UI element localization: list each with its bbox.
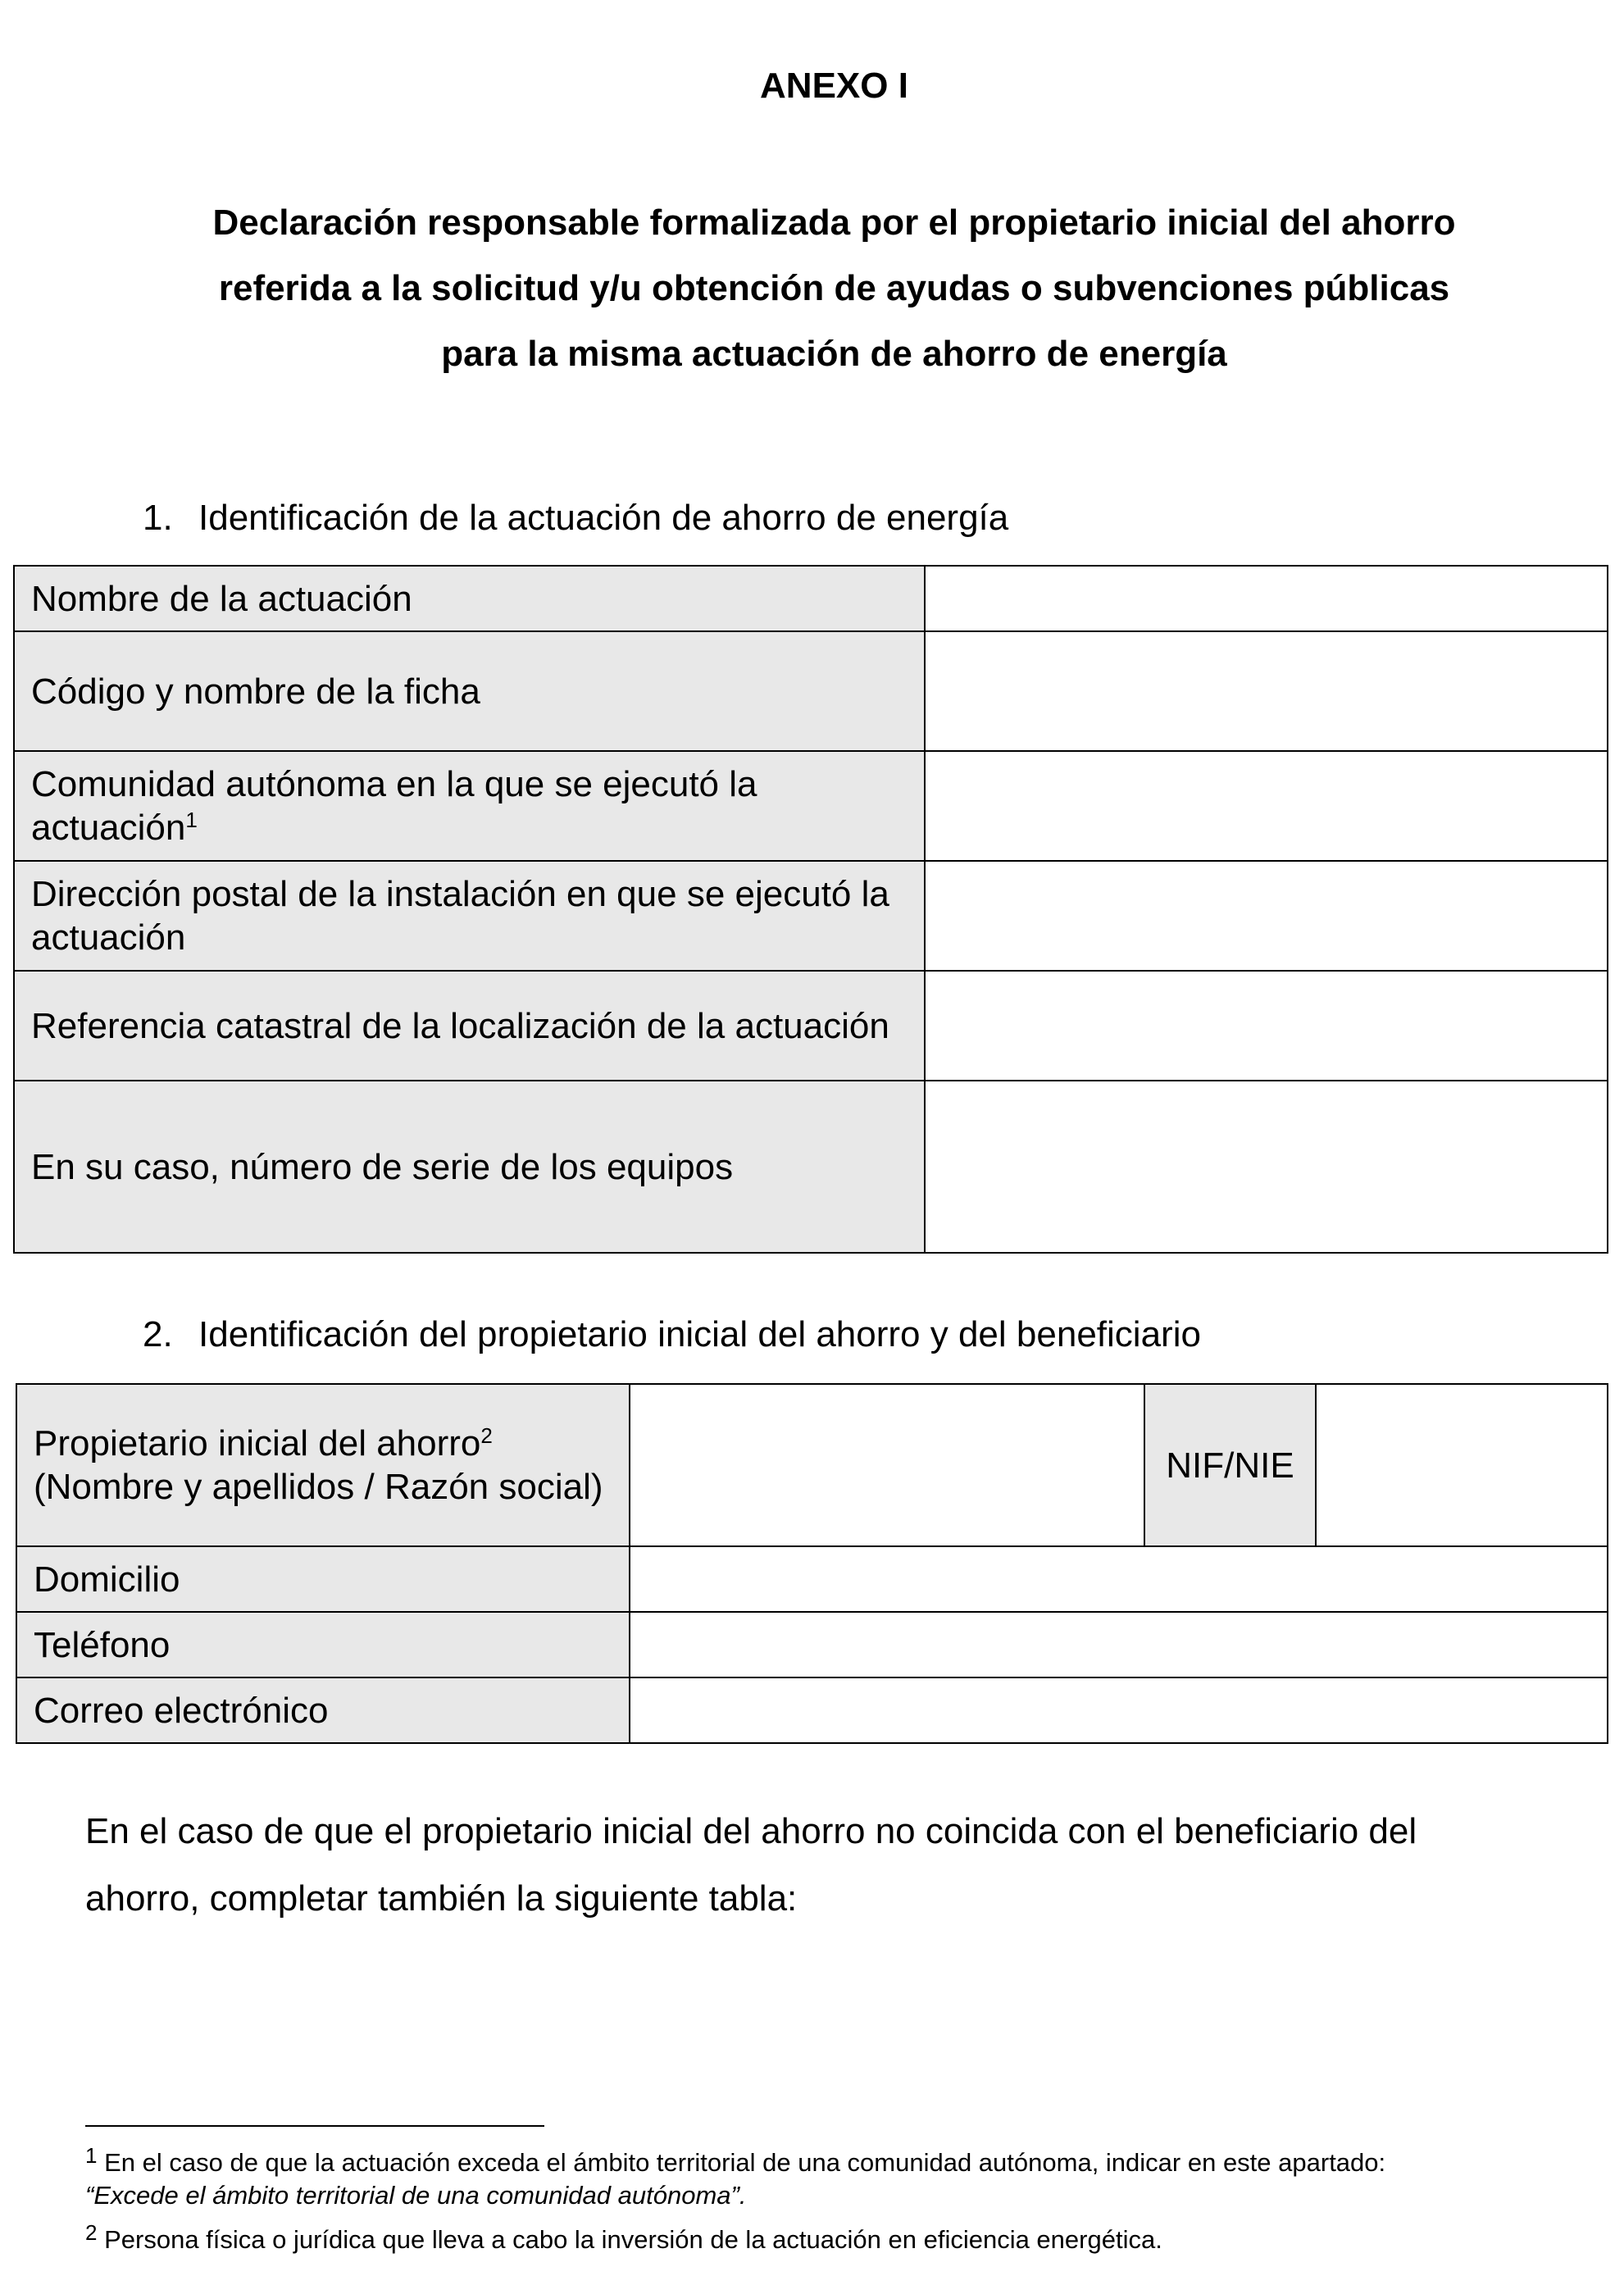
table-row — [16, 1677, 1608, 1743]
email-field[interactable] — [630, 1677, 1608, 1743]
annex-title: ANEXO I — [760, 66, 908, 106]
cadastral-reference-field[interactable] — [925, 971, 1608, 1081]
footnote-2-number: 2 — [85, 2220, 98, 2245]
row-label-email: Correo electrónico — [16, 1677, 630, 1743]
nif-nie-label: NIF/NIE — [1144, 1384, 1316, 1546]
action-name-field[interactable] — [925, 566, 1608, 631]
declaration-title: Declaración responsable formalizada por el propietario inicial del ahorro referida a la solicitud y/u obtención de ayudas o subvenciones públicas para la misma actuación de ahorro de energía — [212, 203, 1456, 374]
row-label-sheet-code: Código y nombre de la ficha — [14, 631, 925, 751]
footnote-1-text: En el caso de que la actuación exceda el ámbito territorial de una comunidad autónoma, indicar en este apartado: — [104, 2148, 1386, 2177]
phone-field[interactable] — [630, 1612, 1608, 1677]
autonomous-community-field[interactable] — [925, 751, 1608, 861]
serial-number-field[interactable] — [925, 1081, 1608, 1253]
footnote-ref-2: 2 — [480, 1423, 493, 1448]
row-label-action-name: Nombre de la actuación — [14, 566, 925, 631]
row-label-cadastral-reference: Referencia catastral de la localización de la actuación — [14, 971, 925, 1081]
footnote-1-number: 1 — [85, 2143, 98, 2168]
table-row — [14, 751, 1608, 861]
table-row — [14, 1081, 1608, 1253]
row-label-postal-address: Dirección postal de la instalación en que se ejecutó la actuación — [14, 861, 925, 971]
table-row — [14, 971, 1608, 1081]
table-row — [14, 566, 1608, 631]
section-2-title: Identificación del propietario inicial del ahorro y del beneficiario — [198, 1314, 1201, 1354]
table-row — [16, 1546, 1608, 1612]
table-row — [16, 1384, 1608, 1546]
footnote-2-text: Persona física o jurídica que lleva a cabo la inversión de la actuación en eficiencia energética. — [104, 2225, 1162, 2254]
action-identification-table — [13, 565, 1608, 1254]
initial-owner-name-field[interactable] — [630, 1384, 1144, 1546]
section-1-heading — [143, 498, 1008, 539]
note-paragraph: En el caso de que el propietario inicial del ahorro no coincida con el beneficiario del ahorro, completar también la siguiente tabla: — [85, 1811, 1417, 1919]
table-row — [14, 631, 1608, 751]
footnote-1-quote: “Excede el ámbito territorial de una comunidad autónoma”. — [85, 2181, 747, 2210]
row-label-initial-owner: Propietario inicial del ahorro$^2$ (Nombre y apellidos / Razón social) — [16, 1384, 630, 1546]
postal-address-field[interactable] — [925, 861, 1608, 971]
footnote-1 — [85, 2143, 1479, 2212]
section-1-title: Identificación de la actuación de ahorro de energía — [198, 498, 1009, 538]
footnote-divider — [85, 2125, 544, 2127]
table-row — [16, 1612, 1608, 1677]
address-field[interactable] — [630, 1546, 1608, 1612]
row-label-serial-number: En su caso, número de serie de los equipos — [14, 1081, 925, 1253]
footnote-2 — [85, 2220, 1479, 2256]
sheet-code-field[interactable] — [925, 631, 1608, 751]
nif-nie-field[interactable] — [1316, 1384, 1608, 1546]
table-row — [14, 861, 1608, 971]
section-2-heading — [143, 1314, 1201, 1355]
owner-identification-table — [16, 1383, 1608, 1744]
row-label-address: Domicilio — [16, 1546, 630, 1612]
row-label-autonomous-community: Comunidad autónoma en la que se ejecutó la actuación$^1$ — [14, 751, 925, 861]
section-1-number: 1. — [143, 498, 173, 538]
section-2-number: 2. — [143, 1314, 173, 1354]
row-label-phone: Teléfono — [16, 1612, 630, 1677]
footnote-ref-1: 1 — [185, 808, 198, 832]
